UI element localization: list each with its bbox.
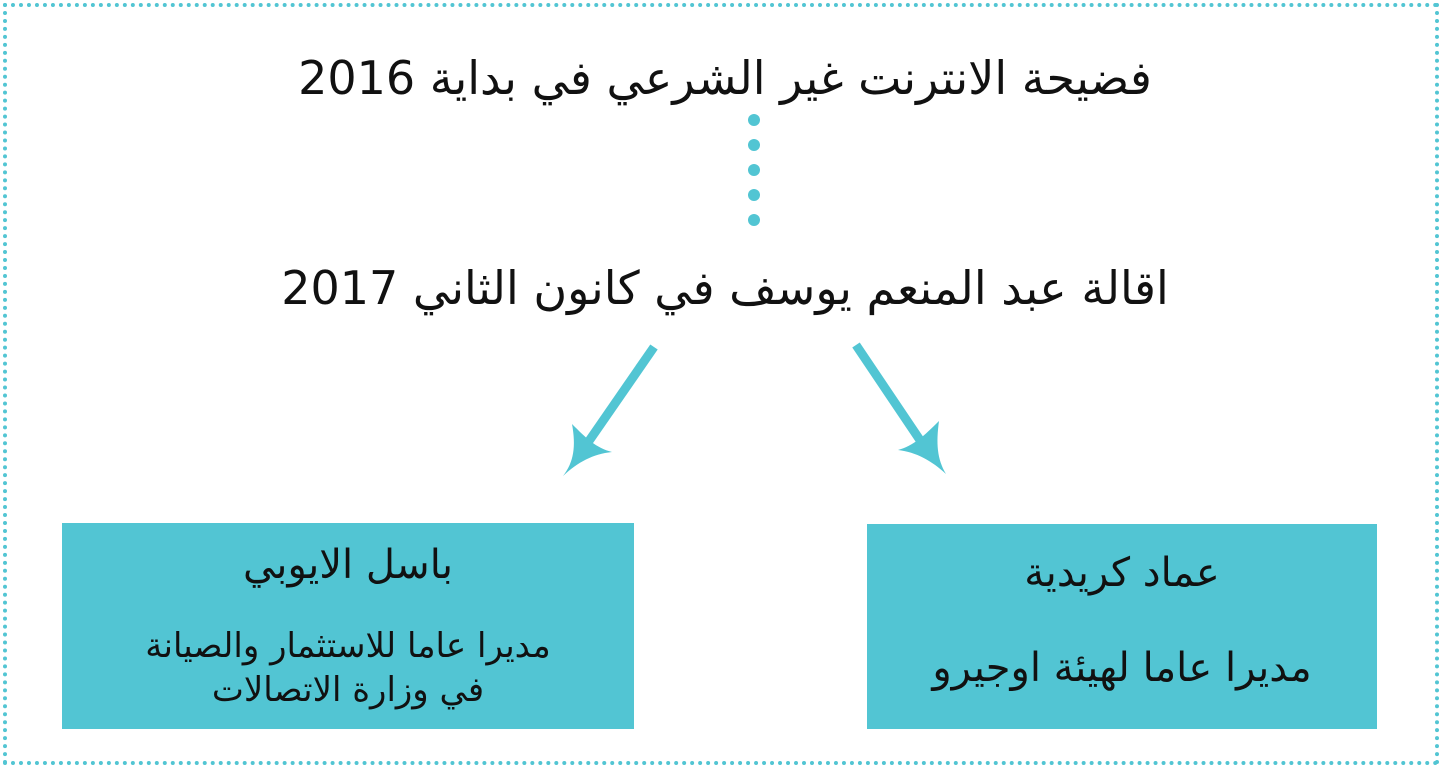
event-top-text: فضيحة الانترنت غير الشرعي في بداية 2016 xyxy=(298,51,1152,105)
person-name: عماد كريدية xyxy=(1024,550,1220,596)
event-middle-text: اقالة عبد المنعم يوسف في كانون الثاني 2017 xyxy=(281,261,1169,315)
person-role-line-1: مديرا عاما للاستثمار والصيانة xyxy=(145,626,551,666)
person-name: باسل الايوبي xyxy=(242,542,454,588)
person-role-line-2: في وزارة الاتصالات xyxy=(211,670,485,710)
person-role: مديرا عاما لهيئة اوجيرو xyxy=(932,645,1312,691)
person-card-right xyxy=(867,524,1377,729)
person-card-left xyxy=(62,523,634,729)
